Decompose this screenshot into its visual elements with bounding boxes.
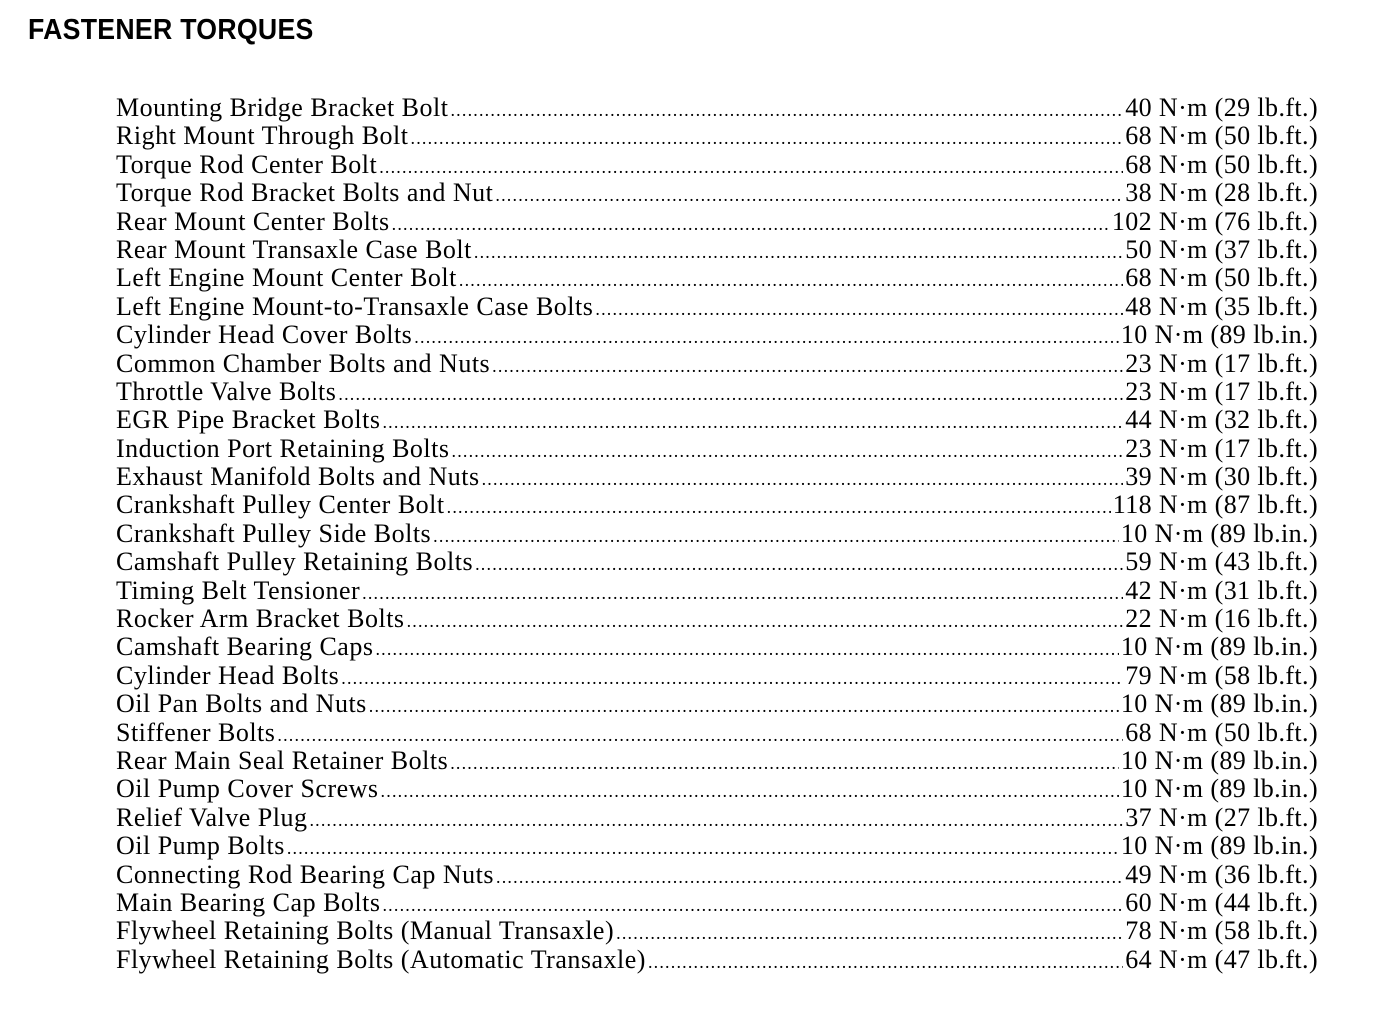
dot-leader xyxy=(496,863,1123,891)
torque-value: 38 N·m (28 lb.ft.) xyxy=(1125,178,1318,208)
fastener-name: Camshaft Bearing Caps xyxy=(116,632,374,662)
torque-value: 10 N·m (89 lb.in.) xyxy=(1120,689,1318,719)
dot-leader xyxy=(382,408,1123,436)
fastener-name: Cylinder Head Bolts xyxy=(116,660,340,690)
dot-leader xyxy=(381,777,1119,805)
dot-leader xyxy=(433,522,1119,550)
fastener-name: Oil Pump Bolts xyxy=(116,831,285,861)
fastener-name: Rear Main Seal Retainer Bolts xyxy=(116,745,449,775)
torque-row xyxy=(116,917,1318,945)
dot-leader xyxy=(338,380,1123,408)
torque-list xyxy=(116,94,1318,974)
fastener-name: Rear Mount Center Bolts xyxy=(116,206,390,236)
torque-value: 23 N·m (17 lb.ft.) xyxy=(1125,376,1318,406)
fastener-name: Flywheel Retaining Bolts (Automatic Transaxle) xyxy=(116,944,646,974)
torque-value: 10 N·m (89 lb.in.) xyxy=(1120,320,1318,350)
torque-row xyxy=(116,577,1318,605)
fastener-name: Common Chamber Bolts and Nuts xyxy=(116,348,491,378)
torque-value: 59 N·m (43 lb.ft.) xyxy=(1125,547,1318,577)
dot-leader xyxy=(309,806,1123,834)
dot-leader xyxy=(362,579,1123,607)
fastener-name: Torque Rod Bracket Bolts and Nut xyxy=(116,178,494,208)
fastener-name: Camshaft Pulley Retaining Bolts xyxy=(116,547,474,577)
torque-row xyxy=(116,491,1318,519)
torque-value: 50 N·m (37 lb.ft.) xyxy=(1125,234,1318,264)
fastener-name: Induction Port Retaining Bolts xyxy=(116,433,450,463)
fastener-name: Stiffener Bolts xyxy=(116,717,276,747)
torque-value: 48 N·m (35 lb.ft.) xyxy=(1125,291,1318,321)
torque-value: 10 N·m (89 lb.in.) xyxy=(1120,632,1318,662)
torque-value: 10 N·m (89 lb.in.) xyxy=(1120,831,1318,861)
torque-row xyxy=(116,832,1318,860)
torque-row xyxy=(116,378,1318,406)
dot-leader xyxy=(392,210,1110,238)
dot-leader xyxy=(482,465,1124,493)
dot-leader xyxy=(447,493,1111,521)
dot-leader xyxy=(287,834,1119,862)
torque-row xyxy=(116,293,1318,321)
dot-leader xyxy=(369,692,1119,720)
torque-row xyxy=(116,605,1318,633)
fastener-name: Rear Mount Transaxle Case Bolt xyxy=(116,234,472,264)
torque-row xyxy=(116,236,1318,264)
dot-leader xyxy=(450,749,1119,777)
dot-leader xyxy=(475,550,1123,578)
fastener-name: Cylinder Head Cover Bolts xyxy=(116,320,413,350)
torque-row xyxy=(116,747,1318,775)
torque-value: 10 N·m (89 lb.in.) xyxy=(1120,745,1318,775)
fastener-name: Timing Belt Tensioner xyxy=(116,575,361,605)
dot-leader xyxy=(277,721,1123,749)
torque-value: 68 N·m (50 lb.ft.) xyxy=(1125,121,1318,151)
torque-row xyxy=(116,435,1318,463)
fastener-name: Left Engine Mount-to-Transaxle Case Bolts xyxy=(116,291,594,321)
dot-leader xyxy=(452,437,1124,465)
torque-value: 23 N·m (17 lb.ft.) xyxy=(1125,433,1318,463)
torque-value: 37 N·m (27 lb.ft.) xyxy=(1125,802,1318,832)
torque-row xyxy=(116,804,1318,832)
torque-row xyxy=(116,662,1318,690)
dot-leader xyxy=(648,948,1123,976)
fastener-name: Oil Pump Cover Screws xyxy=(116,774,379,804)
torque-row xyxy=(116,690,1318,718)
torque-value: 10 N·m (89 lb.in.) xyxy=(1120,774,1318,804)
fastener-name: Left Engine Mount Center Bolt xyxy=(116,263,457,293)
torque-value: 10 N·m (89 lb.in.) xyxy=(1120,518,1318,548)
fastener-name: Relief Valve Plug xyxy=(116,802,308,832)
torque-row xyxy=(116,350,1318,378)
fastener-name: EGR Pipe Bracket Bolts xyxy=(116,405,381,435)
torque-value: 64 N·m (47 lb.ft.) xyxy=(1125,944,1318,974)
fastener-name: Rocker Arm Bracket Bolts xyxy=(116,604,405,634)
torque-value: 68 N·m (50 lb.ft.) xyxy=(1125,717,1318,747)
torque-row xyxy=(116,463,1318,491)
torque-row xyxy=(116,548,1318,576)
fastener-name: Oil Pan Bolts and Nuts xyxy=(116,689,367,719)
torque-row xyxy=(116,775,1318,803)
torque-value: 60 N·m (44 lb.ft.) xyxy=(1125,887,1318,917)
torque-row xyxy=(116,946,1318,974)
dot-leader xyxy=(407,607,1124,635)
fastener-name: Mounting Bridge Bracket Bolt xyxy=(116,93,449,122)
fastener-name: Right Mount Through Bolt xyxy=(116,121,409,151)
fastener-name: Exhaust Manifold Bolts and Nuts xyxy=(116,462,480,492)
dot-leader xyxy=(459,266,1123,294)
torque-row xyxy=(116,633,1318,661)
torque-value: 68 N·m (50 lb.ft.) xyxy=(1125,263,1318,293)
dot-leader xyxy=(382,891,1123,919)
torque-value: 42 N·m (31 lb.ft.) xyxy=(1125,575,1318,605)
dot-leader xyxy=(616,919,1123,947)
torque-row xyxy=(116,520,1318,548)
fastener-name: Connecting Rod Bearing Cap Nuts xyxy=(116,859,495,889)
torque-value: 78 N·m (58 lb.ft.) xyxy=(1125,916,1318,946)
torque-value: 23 N·m (17 lb.ft.) xyxy=(1125,348,1318,378)
fastener-name: Torque Rod Center Bolt xyxy=(116,149,378,179)
torque-row xyxy=(116,151,1318,179)
torque-value: 44 N·m (32 lb.ft.) xyxy=(1125,405,1318,435)
torque-value: 22 N·m (16 lb.ft.) xyxy=(1125,604,1318,634)
dot-leader xyxy=(341,664,1123,692)
dot-leader xyxy=(474,238,1123,266)
torque-value: 68 N·m (50 lb.ft.) xyxy=(1125,149,1318,179)
dot-leader xyxy=(411,124,1124,152)
torque-row xyxy=(116,179,1318,207)
torque-row xyxy=(116,264,1318,292)
torque-value: 79 N·m (58 lb.ft.) xyxy=(1125,660,1318,690)
torque-row xyxy=(116,861,1318,889)
torque-row xyxy=(116,321,1318,349)
page-title: FASTENER TORQUES xyxy=(28,14,314,46)
torque-value: 40 N·m (29 lb.ft.) xyxy=(1125,93,1318,122)
dot-leader xyxy=(495,181,1123,209)
fastener-name: Flywheel Retaining Bolts (Manual Transaxle) xyxy=(116,916,615,946)
torque-row xyxy=(116,719,1318,747)
torque-row xyxy=(116,122,1318,150)
torque-value: 118 N·m (87 lb.ft.) xyxy=(1112,490,1318,520)
torque-row xyxy=(116,208,1318,236)
dot-leader xyxy=(492,352,1123,380)
torque-row xyxy=(116,94,1318,122)
torque-value: 49 N·m (36 lb.ft.) xyxy=(1125,859,1318,889)
fastener-name: Throttle Valve Bolts xyxy=(116,376,337,406)
torque-row xyxy=(116,406,1318,434)
torque-value: 102 N·m (76 lb.ft.) xyxy=(1111,206,1318,236)
torque-value: 39 N·m (30 lb.ft.) xyxy=(1125,462,1318,492)
dot-leader xyxy=(595,295,1123,323)
fastener-name: Crankshaft Pulley Side Bolts xyxy=(116,518,432,548)
torque-row xyxy=(116,889,1318,917)
dot-leader xyxy=(414,323,1119,351)
dot-leader xyxy=(379,153,1123,181)
dot-leader xyxy=(450,96,1123,124)
fastener-name: Main Bearing Cap Bolts xyxy=(116,887,381,917)
fastener-name: Crankshaft Pulley Center Bolt xyxy=(116,490,445,520)
dot-leader xyxy=(375,635,1118,663)
